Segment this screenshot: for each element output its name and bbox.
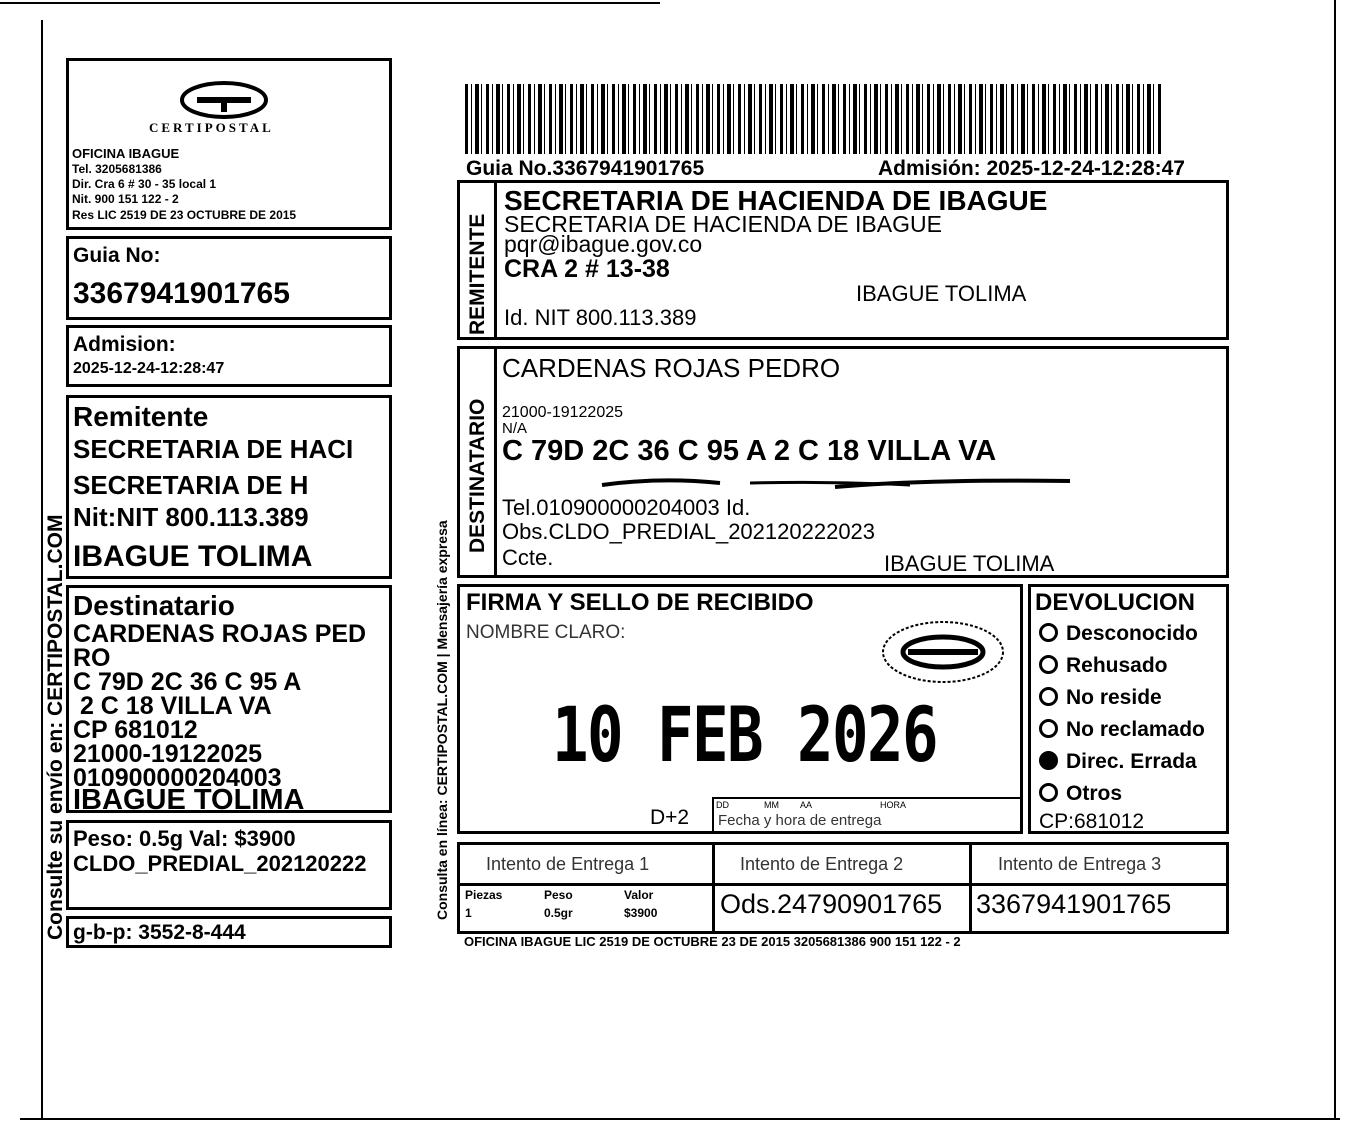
admision-header: Admisión: 2025-12-24-12:28:47 xyxy=(878,157,1185,180)
destinatario-line-8: IBAGUE TOLIMA xyxy=(73,784,305,816)
intentos-box xyxy=(457,842,1229,934)
devolucion-cp: CP:681012 xyxy=(1039,810,1145,833)
left-admision-box xyxy=(66,325,392,387)
destinatario-ccte: Ccte. xyxy=(502,545,554,570)
stamp-date: 10 FEB 2026 xyxy=(552,690,938,779)
devolucion-option-no-reside[interactable] xyxy=(1039,687,1162,708)
valor-value: $3900 xyxy=(624,906,658,920)
office-tel: Tel. 3205681386 xyxy=(72,162,162,176)
stamp-logo-icon xyxy=(878,617,1008,687)
destinatario-code: 21000-19122025 xyxy=(502,404,624,421)
logo-text: CERTIPOSTAL xyxy=(149,120,274,135)
devolucion-option-label: No reclamado xyxy=(1066,718,1205,741)
valor-label: Valor xyxy=(624,888,654,902)
destinatario-city: IBAGUE TOLIMA xyxy=(884,551,1055,576)
radio-icon xyxy=(1039,687,1058,706)
remitente-name-2: SECRETARIA DE HACIENDA DE IBAGUE xyxy=(504,211,942,237)
fecha-label: Fecha y hora de entrega xyxy=(718,812,882,829)
destinatario-name: CARDENAS ROJAS PEDRO xyxy=(502,353,841,383)
destinatario-title: Destinatario xyxy=(73,590,235,621)
fecha-mm: MM xyxy=(764,800,779,810)
destinatario-na: N/A xyxy=(502,420,528,437)
fecha-entrega-field[interactable] xyxy=(712,797,1022,833)
intento-1: Intento de Entrega 1 xyxy=(486,854,650,874)
fecha-dd: DD xyxy=(716,800,729,810)
fecha-aa: AA xyxy=(800,800,813,810)
devolucion-option-label: Rehusado xyxy=(1066,654,1168,677)
remitente-email: pqr@ibague.gov.co xyxy=(504,231,703,257)
remitente-line-3: Nit:NIT 800.113.389 xyxy=(73,502,309,532)
destinatario-line-2: RO xyxy=(73,644,111,672)
nombre-claro: NOMBRE CLARO: xyxy=(466,622,626,643)
guia-repeat: 3367941901765 xyxy=(976,889,1172,919)
left-gbp-box xyxy=(66,916,392,948)
destinatario-box xyxy=(457,346,1229,578)
intentos-col-divider-1 xyxy=(712,845,715,931)
peso-line: Peso: 0.5g Val: $3900 xyxy=(73,826,296,851)
destinatario-address: C 79D 2C 36 C 95 A 2 C 18 VILLA VA xyxy=(502,435,997,467)
guia-header: Guia No.3367941901765 xyxy=(466,157,705,180)
devolucion-option-direc-errada[interactable] xyxy=(1039,751,1197,772)
intentos-col-divider-2 xyxy=(969,845,972,931)
remitente-tab: REMITENTE xyxy=(466,213,489,335)
piezas-label: Piezas xyxy=(465,888,503,902)
scan-edge-top xyxy=(0,2,660,4)
handwritten-underline xyxy=(600,471,1080,495)
ref-line: CLDO_PREDIAL_202120222 xyxy=(73,851,367,876)
office-res: Res LIC 2519 DE 23 OCTUBRE DE 2015 xyxy=(72,208,297,222)
devolucion-option-label: Direc. Errada xyxy=(1066,750,1197,773)
barcode xyxy=(465,84,1163,154)
destinatario-tab-divider xyxy=(494,349,497,575)
firma-box xyxy=(457,584,1023,834)
radio-icon xyxy=(1039,719,1058,738)
left-remitente-box xyxy=(66,395,392,579)
left-guia-box xyxy=(66,236,392,320)
remitente-title: Remitente xyxy=(73,401,209,432)
right-side-text: Consulta en línea: CERTIPOSTAL.COM | Mensajería expresa xyxy=(434,520,450,920)
destinatario-tab: DESTINATARIO xyxy=(466,398,489,553)
scan-edge-bottom xyxy=(20,1118,1340,1120)
left-destinatario-box xyxy=(66,585,392,816)
radio-icon xyxy=(1039,751,1058,770)
admision-value: 2025-12-24-12:28:47 xyxy=(73,360,225,377)
scan-edge-right xyxy=(1334,0,1336,1120)
footer-text: OFICINA IBAGUE LIC 2519 DE OCTUBRE 23 DE 2015 3205681386 900 151 122 - 2 xyxy=(464,934,961,949)
office-dir: Dir. Cra 6 # 30 - 35 local 1 xyxy=(72,177,217,191)
destinatario-obs: Obs.CLDO_PREDIAL_202120222023 xyxy=(502,519,876,544)
peso-label: Peso xyxy=(544,888,573,902)
office-nit: Nit. 900 151 122 - 2 xyxy=(72,192,179,206)
devolucion-option-label: Otros xyxy=(1066,782,1123,805)
destinatario-line-1: CARDENAS ROJAS PED xyxy=(73,620,367,648)
piezas-value: 1 xyxy=(465,906,472,920)
devolucion-option-rehusado[interactable] xyxy=(1039,655,1168,676)
radio-icon xyxy=(1039,623,1058,642)
destinatario-tel: Tel.010900000204003 Id. xyxy=(502,495,751,520)
guia-label: Guia No: xyxy=(73,244,161,267)
remitente-id: Id. NIT 800.113.389 xyxy=(504,305,697,330)
guia-number: 3367941901765 xyxy=(73,277,290,310)
remitente-line-4: IBAGUE TOLIMA xyxy=(73,540,313,573)
peso-value: 0.5gr xyxy=(544,906,573,920)
devolucion-option-label: Desconocido xyxy=(1066,622,1198,645)
radio-icon xyxy=(1039,655,1058,674)
scan-edge-left xyxy=(41,20,43,1120)
office-name: OFICINA IBAGUE xyxy=(72,146,180,161)
remitente-line-1: SECRETARIA DE HACI xyxy=(73,434,354,464)
devolucion-option-desconocido[interactable] xyxy=(1039,623,1198,644)
ods-number: Ods.24790901765 xyxy=(720,889,943,919)
remitente-line-2: SECRETARIA DE H xyxy=(73,470,309,500)
radio-icon xyxy=(1039,783,1058,802)
d-plus-2: D+2 xyxy=(650,806,690,829)
left-header-box xyxy=(66,58,392,230)
certipostal-logo-icon xyxy=(179,79,269,121)
firma-title: FIRMA Y SELLO DE RECIBIDO xyxy=(466,589,814,616)
remitente-name-1: SECRETARIA DE HACIENDA DE IBAGUE xyxy=(504,185,1048,216)
intento-3: Intento de Entrega 3 xyxy=(998,854,1162,874)
destinatario-line-5: CP 681012 xyxy=(73,716,198,744)
destinatario-line-4: 2 C 18 VILLA VA xyxy=(73,692,272,720)
devolucion-option-label: No reside xyxy=(1066,686,1162,709)
remitente-address: CRA 2 # 13-38 xyxy=(504,255,670,283)
destinatario-line-3: C 79D 2C 36 C 95 A xyxy=(73,668,302,696)
destinatario-line-7: 010900000204003 xyxy=(73,764,282,792)
destinatario-line-6: 21000-19122025 xyxy=(73,740,263,768)
devolucion-title: DEVOLUCION xyxy=(1035,589,1196,616)
remitente-city: IBAGUE TOLIMA xyxy=(856,281,1027,306)
devolucion-option-no-reclamado[interactable] xyxy=(1039,719,1205,740)
gbp-code: g-b-p: 3552-8-444 xyxy=(73,921,246,944)
devolucion-box xyxy=(1028,584,1229,834)
devolucion-option-otros[interactable] xyxy=(1039,783,1122,804)
intento-2: Intento de Entrega 2 xyxy=(740,854,904,874)
left-peso-box xyxy=(66,820,392,910)
remitente-box xyxy=(457,180,1229,340)
intentos-row-divider xyxy=(460,883,1226,886)
remitente-tab-divider xyxy=(494,183,497,337)
left-side-text: Consulte su envío en: CERTIPOSTAL.COM xyxy=(44,514,67,940)
admision-label: Admision: xyxy=(73,333,176,356)
fecha-hora: HORA xyxy=(880,800,907,810)
